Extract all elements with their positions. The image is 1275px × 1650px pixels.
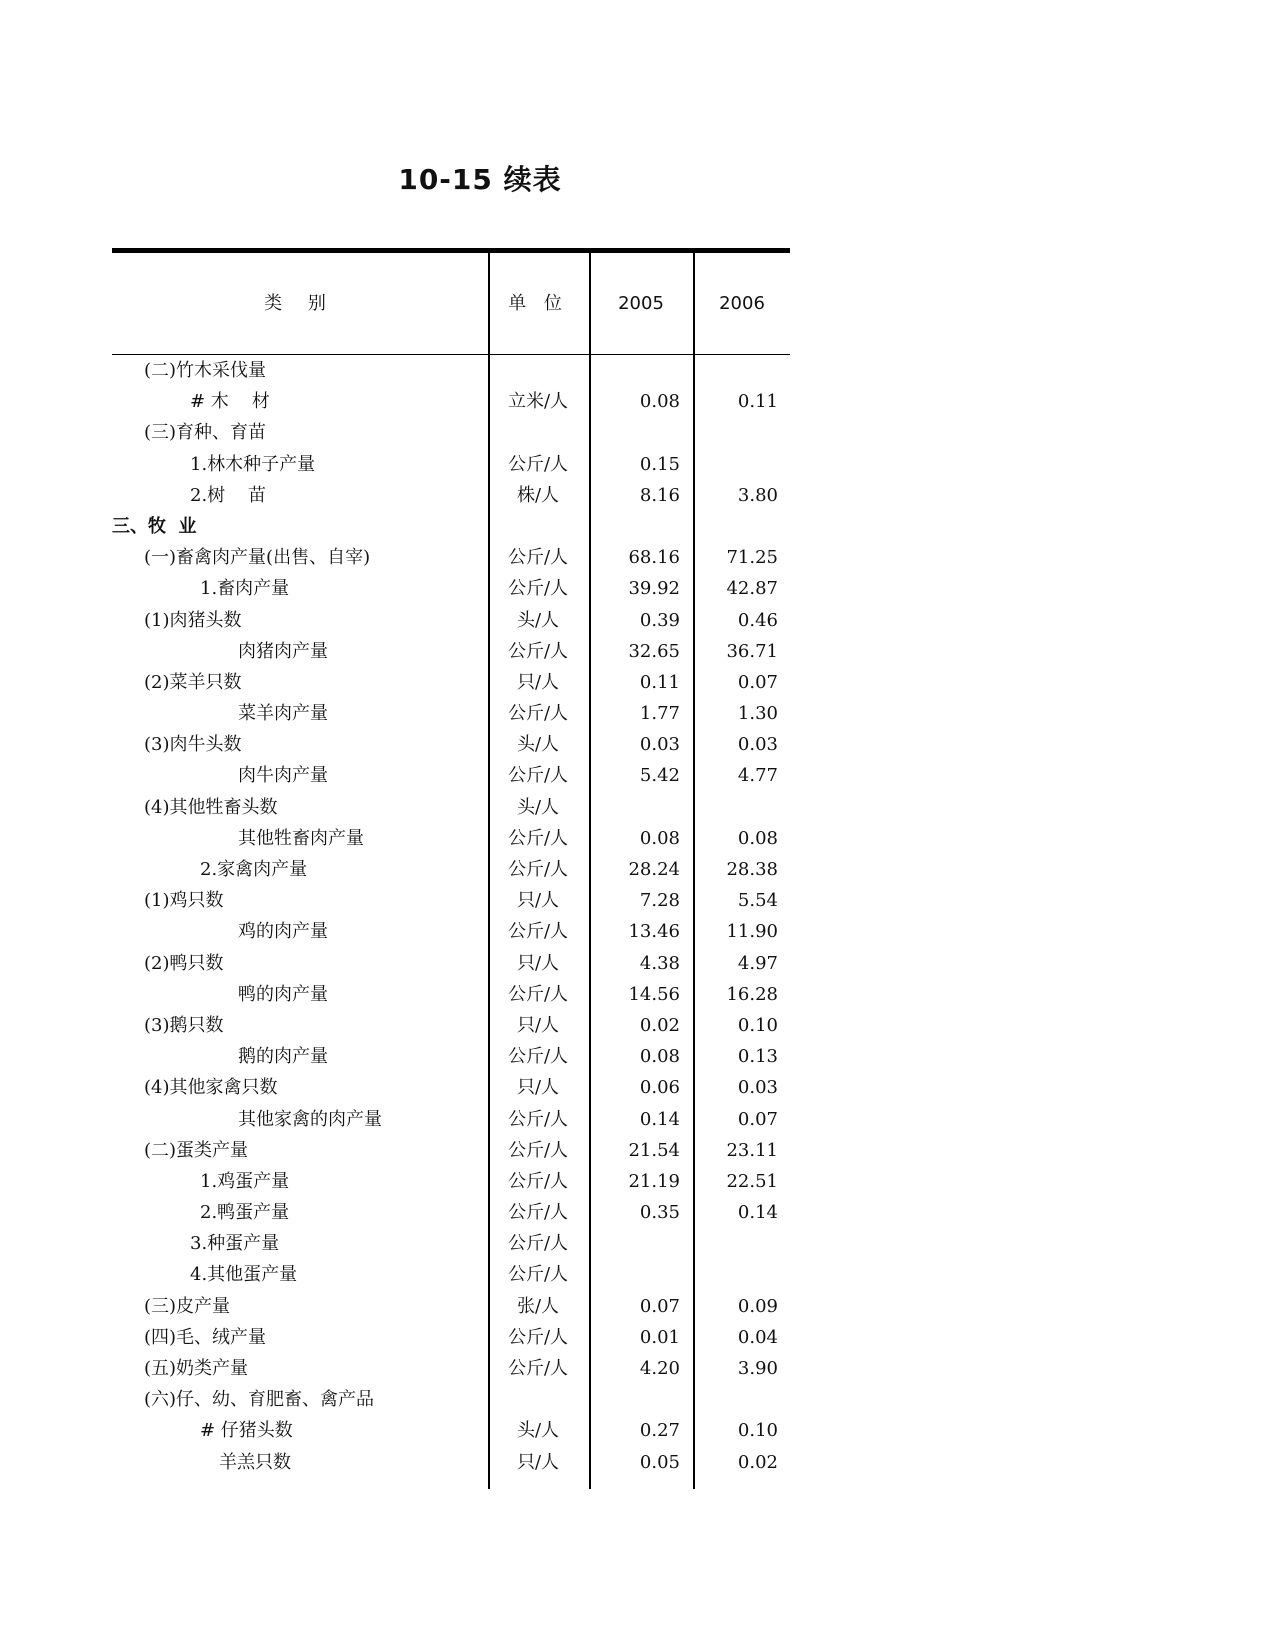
row-label: 羊羔只数 (219, 1451, 291, 1473)
row-unit: 公斤/人 (507, 1202, 569, 1224)
table-row (112, 667, 790, 698)
row-label: 鹅的肉产量 (238, 1046, 328, 1068)
table-row (112, 1447, 790, 1478)
row-value-2005: 0.08 (639, 827, 680, 849)
row-value-2006: 0.04 (737, 1326, 778, 1348)
table-row (112, 636, 790, 667)
row-value-2006 (694, 449, 778, 480)
row-value-2006: 11.90 (726, 921, 778, 943)
row-label: (五)奶类产量 (144, 1358, 249, 1379)
row-label: (3)鹅只数 (144, 1014, 224, 1036)
table-row (112, 355, 790, 386)
table-row (112, 1353, 790, 1384)
table-row (112, 979, 790, 1010)
row-value-2005: 13.46 (628, 921, 680, 943)
row-value-2005: 39.92 (628, 578, 680, 600)
row-value-2006: 0.13 (737, 1046, 778, 1068)
row-unit: 公斤/人 (507, 1108, 569, 1130)
row-value-2006: 0.03 (737, 1077, 778, 1099)
row-label: (1)鸡只数 (144, 890, 224, 912)
row-unit: 公斤/人 (507, 921, 569, 943)
column-divider (488, 253, 490, 1489)
row-value-2006: 4.77 (737, 765, 778, 787)
row-label: (2)鸭只数 (144, 952, 224, 974)
row-label: 1.林木种子产量 (190, 453, 316, 475)
table-row (112, 729, 790, 760)
row-value-2006 (694, 1259, 778, 1290)
row-value-2006: 71.25 (726, 547, 778, 569)
table-row (112, 480, 790, 511)
row-value-2006: 1.30 (737, 703, 778, 725)
row-value-2005: 8.16 (639, 484, 680, 506)
row-label: 其他家禽的肉产量 (238, 1108, 382, 1130)
row-unit: 头/人 (516, 1420, 560, 1442)
table-row (112, 1104, 790, 1135)
row-value-2005 (590, 511, 680, 542)
row-value-2005: 4.20 (639, 1358, 680, 1379)
row-value-2006: 5.54 (737, 890, 778, 912)
column-divider (693, 253, 695, 1489)
table-row (112, 1322, 790, 1353)
row-unit (488, 1384, 588, 1415)
row-unit: 公斤/人 (507, 547, 569, 569)
table-row (112, 511, 790, 542)
row-unit: 只/人 (516, 890, 560, 912)
row-unit: 只/人 (516, 952, 560, 974)
row-value-2005 (590, 1259, 680, 1290)
row-label: 2.树 苗 (190, 484, 267, 506)
row-value-2005: 0.08 (639, 391, 680, 413)
row-unit: 公斤/人 (507, 1358, 569, 1379)
row-label: 3.种蛋产量 (190, 1233, 280, 1255)
row-value-2006: 23.11 (726, 1139, 778, 1161)
table-row (112, 1415, 790, 1446)
row-value-2005: 5.42 (639, 765, 680, 787)
row-unit: 只/人 (516, 1077, 560, 1099)
row-value-2006: 3.90 (737, 1358, 778, 1379)
row-unit: 立米/人 (507, 391, 569, 413)
row-value-2005: 0.27 (639, 1420, 680, 1442)
row-label: 4.其他蛋产量 (190, 1264, 298, 1286)
row-label: 三、牧 业 (112, 515, 197, 537)
row-label: (4)其他家禽只数 (144, 1077, 278, 1099)
row-unit (488, 511, 588, 542)
row-value-2005: 68.16 (628, 547, 680, 569)
row-value-2005 (590, 355, 680, 386)
row-unit: 张/人 (516, 1295, 560, 1317)
header-unit: 单 位 (508, 293, 568, 314)
row-value-2005: 0.35 (639, 1202, 680, 1224)
row-value-2006 (694, 1228, 778, 1259)
row-unit: 公斤/人 (507, 453, 569, 475)
table-row (112, 1197, 790, 1228)
row-label: (一)畜禽肉产量(出售、自宰) (144, 547, 371, 569)
row-value-2006: 42.87 (726, 578, 778, 600)
row-label: 肉猪肉产量 (238, 640, 328, 662)
table-row (112, 916, 790, 947)
row-unit: 公斤/人 (507, 859, 569, 880)
table-row (112, 792, 790, 823)
table-row (112, 1135, 790, 1166)
row-value-2006: 0.07 (737, 1108, 778, 1130)
row-value-2006 (694, 792, 778, 823)
row-value-2005: 0.39 (639, 609, 680, 631)
row-label: 菜羊肉产量 (238, 703, 328, 725)
row-unit: 头/人 (516, 734, 560, 756)
row-label: (1)肉猪头数 (144, 609, 242, 631)
row-unit: 公斤/人 (507, 983, 569, 1005)
row-value-2006: 0.07 (737, 671, 778, 693)
row-label: # 仔猪头数 (200, 1420, 293, 1442)
table-row (112, 573, 790, 604)
table-row (112, 1291, 790, 1322)
row-value-2006: 0.03 (737, 734, 778, 756)
row-value-2006: 0.10 (737, 1420, 778, 1442)
row-value-2006: 28.38 (726, 859, 778, 880)
row-value-2006: 0.02 (737, 1451, 778, 1473)
row-value-2005 (590, 417, 680, 448)
header-year-2006: 2006 (719, 293, 765, 314)
table-row (112, 605, 790, 636)
row-unit: 公斤/人 (507, 703, 569, 725)
row-label: (六)仔、幼、育肥畜、禽产品 (144, 1389, 375, 1411)
row-value-2006: 3.80 (737, 484, 778, 506)
table-row (112, 1384, 790, 1415)
row-value-2005: 4.38 (639, 952, 680, 974)
row-unit: 公斤/人 (507, 827, 569, 849)
row-label: # 木 材 (190, 391, 270, 413)
header-category: 类 别 (264, 293, 336, 314)
header-year-2005: 2005 (618, 293, 664, 314)
row-label: (二)蛋类产量 (144, 1139, 249, 1161)
row-value-2005: 32.65 (628, 640, 680, 662)
row-value-2005 (590, 1228, 680, 1259)
table-body (112, 355, 790, 1478)
row-value-2006: 0.08 (737, 827, 778, 849)
row-unit: 公斤/人 (507, 1046, 569, 1068)
row-label: 1.畜肉产量 (200, 578, 290, 600)
row-label: 其他牲畜肉产量 (238, 827, 364, 849)
row-unit: 只/人 (516, 671, 560, 693)
row-value-2006: 0.14 (737, 1202, 778, 1224)
row-value-2005: 1.77 (639, 703, 680, 725)
row-value-2005: 21.54 (628, 1139, 680, 1161)
table-row (112, 760, 790, 791)
row-value-2006: 0.46 (737, 609, 778, 631)
table-row (112, 1259, 790, 1290)
row-unit: 公斤/人 (507, 578, 569, 600)
row-value-2006: 0.09 (737, 1295, 778, 1317)
row-value-2005: 0.05 (639, 1451, 680, 1473)
row-label: (二)竹木采伐量 (144, 360, 267, 381)
table-row (112, 417, 790, 448)
table-row (112, 542, 790, 573)
table-row (112, 885, 790, 916)
row-value-2006: 16.28 (726, 983, 778, 1005)
row-unit: 公斤/人 (507, 765, 569, 787)
row-unit: 公斤/人 (507, 1326, 569, 1348)
row-label: (4)其他牲畜头数 (144, 796, 278, 818)
row-label: 2.鸭蛋产量 (200, 1202, 290, 1224)
row-value-2006 (694, 417, 778, 448)
row-label: (三)皮产量 (144, 1295, 231, 1317)
row-value-2005: 0.14 (639, 1108, 680, 1130)
row-value-2005: 21.19 (628, 1170, 680, 1192)
table-row (112, 1041, 790, 1072)
row-value-2005: 0.06 (639, 1077, 680, 1099)
table-row (112, 698, 790, 729)
row-unit: 公斤/人 (507, 640, 569, 662)
row-unit: 只/人 (516, 1014, 560, 1036)
row-value-2005 (590, 1384, 680, 1415)
row-value-2005: 0.08 (639, 1046, 680, 1068)
column-divider (589, 253, 591, 1489)
row-label: (三)育种、育苗 (144, 422, 267, 444)
row-label: 鸡的肉产量 (238, 921, 328, 943)
table-row (112, 948, 790, 979)
row-value-2006: 0.10 (737, 1014, 778, 1036)
row-value-2005: 7.28 (639, 890, 680, 912)
row-unit (488, 417, 588, 448)
row-value-2005: 0.15 (639, 453, 680, 475)
row-unit: 公斤/人 (507, 1264, 569, 1286)
row-unit: 公斤/人 (507, 1170, 569, 1192)
row-label: (2)菜羊只数 (144, 671, 242, 693)
row-label: 2.家禽肉产量 (200, 859, 308, 880)
table-row (112, 386, 790, 417)
row-unit: 公斤/人 (507, 1139, 569, 1161)
table-row (112, 823, 790, 854)
row-value-2005: 14.56 (628, 983, 680, 1005)
row-unit: 只/人 (516, 1451, 560, 1473)
row-value-2006: 4.97 (737, 952, 778, 974)
row-value-2005: 0.02 (639, 1014, 680, 1036)
table-header (112, 253, 790, 355)
row-value-2006: 36.71 (726, 640, 778, 662)
row-label: 肉牛肉产量 (238, 765, 328, 787)
table-row (112, 854, 790, 885)
row-value-2005: 0.01 (639, 1326, 680, 1348)
row-value-2006 (694, 355, 778, 386)
row-value-2005: 0.07 (639, 1295, 680, 1317)
data-table (112, 248, 790, 1478)
row-value-2006 (694, 1384, 778, 1415)
row-unit (488, 355, 588, 386)
table-row (112, 1166, 790, 1197)
row-unit: 头/人 (516, 796, 560, 818)
row-label: (3)肉牛头数 (144, 734, 242, 756)
row-unit: 公斤/人 (507, 1233, 569, 1255)
row-unit: 株/人 (516, 484, 560, 506)
row-value-2005: 0.11 (639, 671, 680, 693)
row-value-2006: 0.11 (737, 391, 778, 413)
row-label: (四)毛、绒产量 (144, 1326, 267, 1348)
row-value-2005 (590, 792, 680, 823)
page-title: 10-15 续表 (398, 163, 562, 196)
table-row (112, 1072, 790, 1103)
table-row (112, 449, 790, 480)
row-label: 鸭的肉产量 (238, 983, 328, 1005)
row-label: 1.鸡蛋产量 (200, 1170, 290, 1192)
table-row (112, 1228, 790, 1259)
table-row (112, 1010, 790, 1041)
row-value-2006 (694, 511, 778, 542)
row-unit: 头/人 (516, 609, 560, 631)
row-value-2006: 22.51 (726, 1170, 778, 1192)
row-value-2005: 0.03 (639, 734, 680, 756)
row-value-2005: 28.24 (628, 859, 680, 880)
